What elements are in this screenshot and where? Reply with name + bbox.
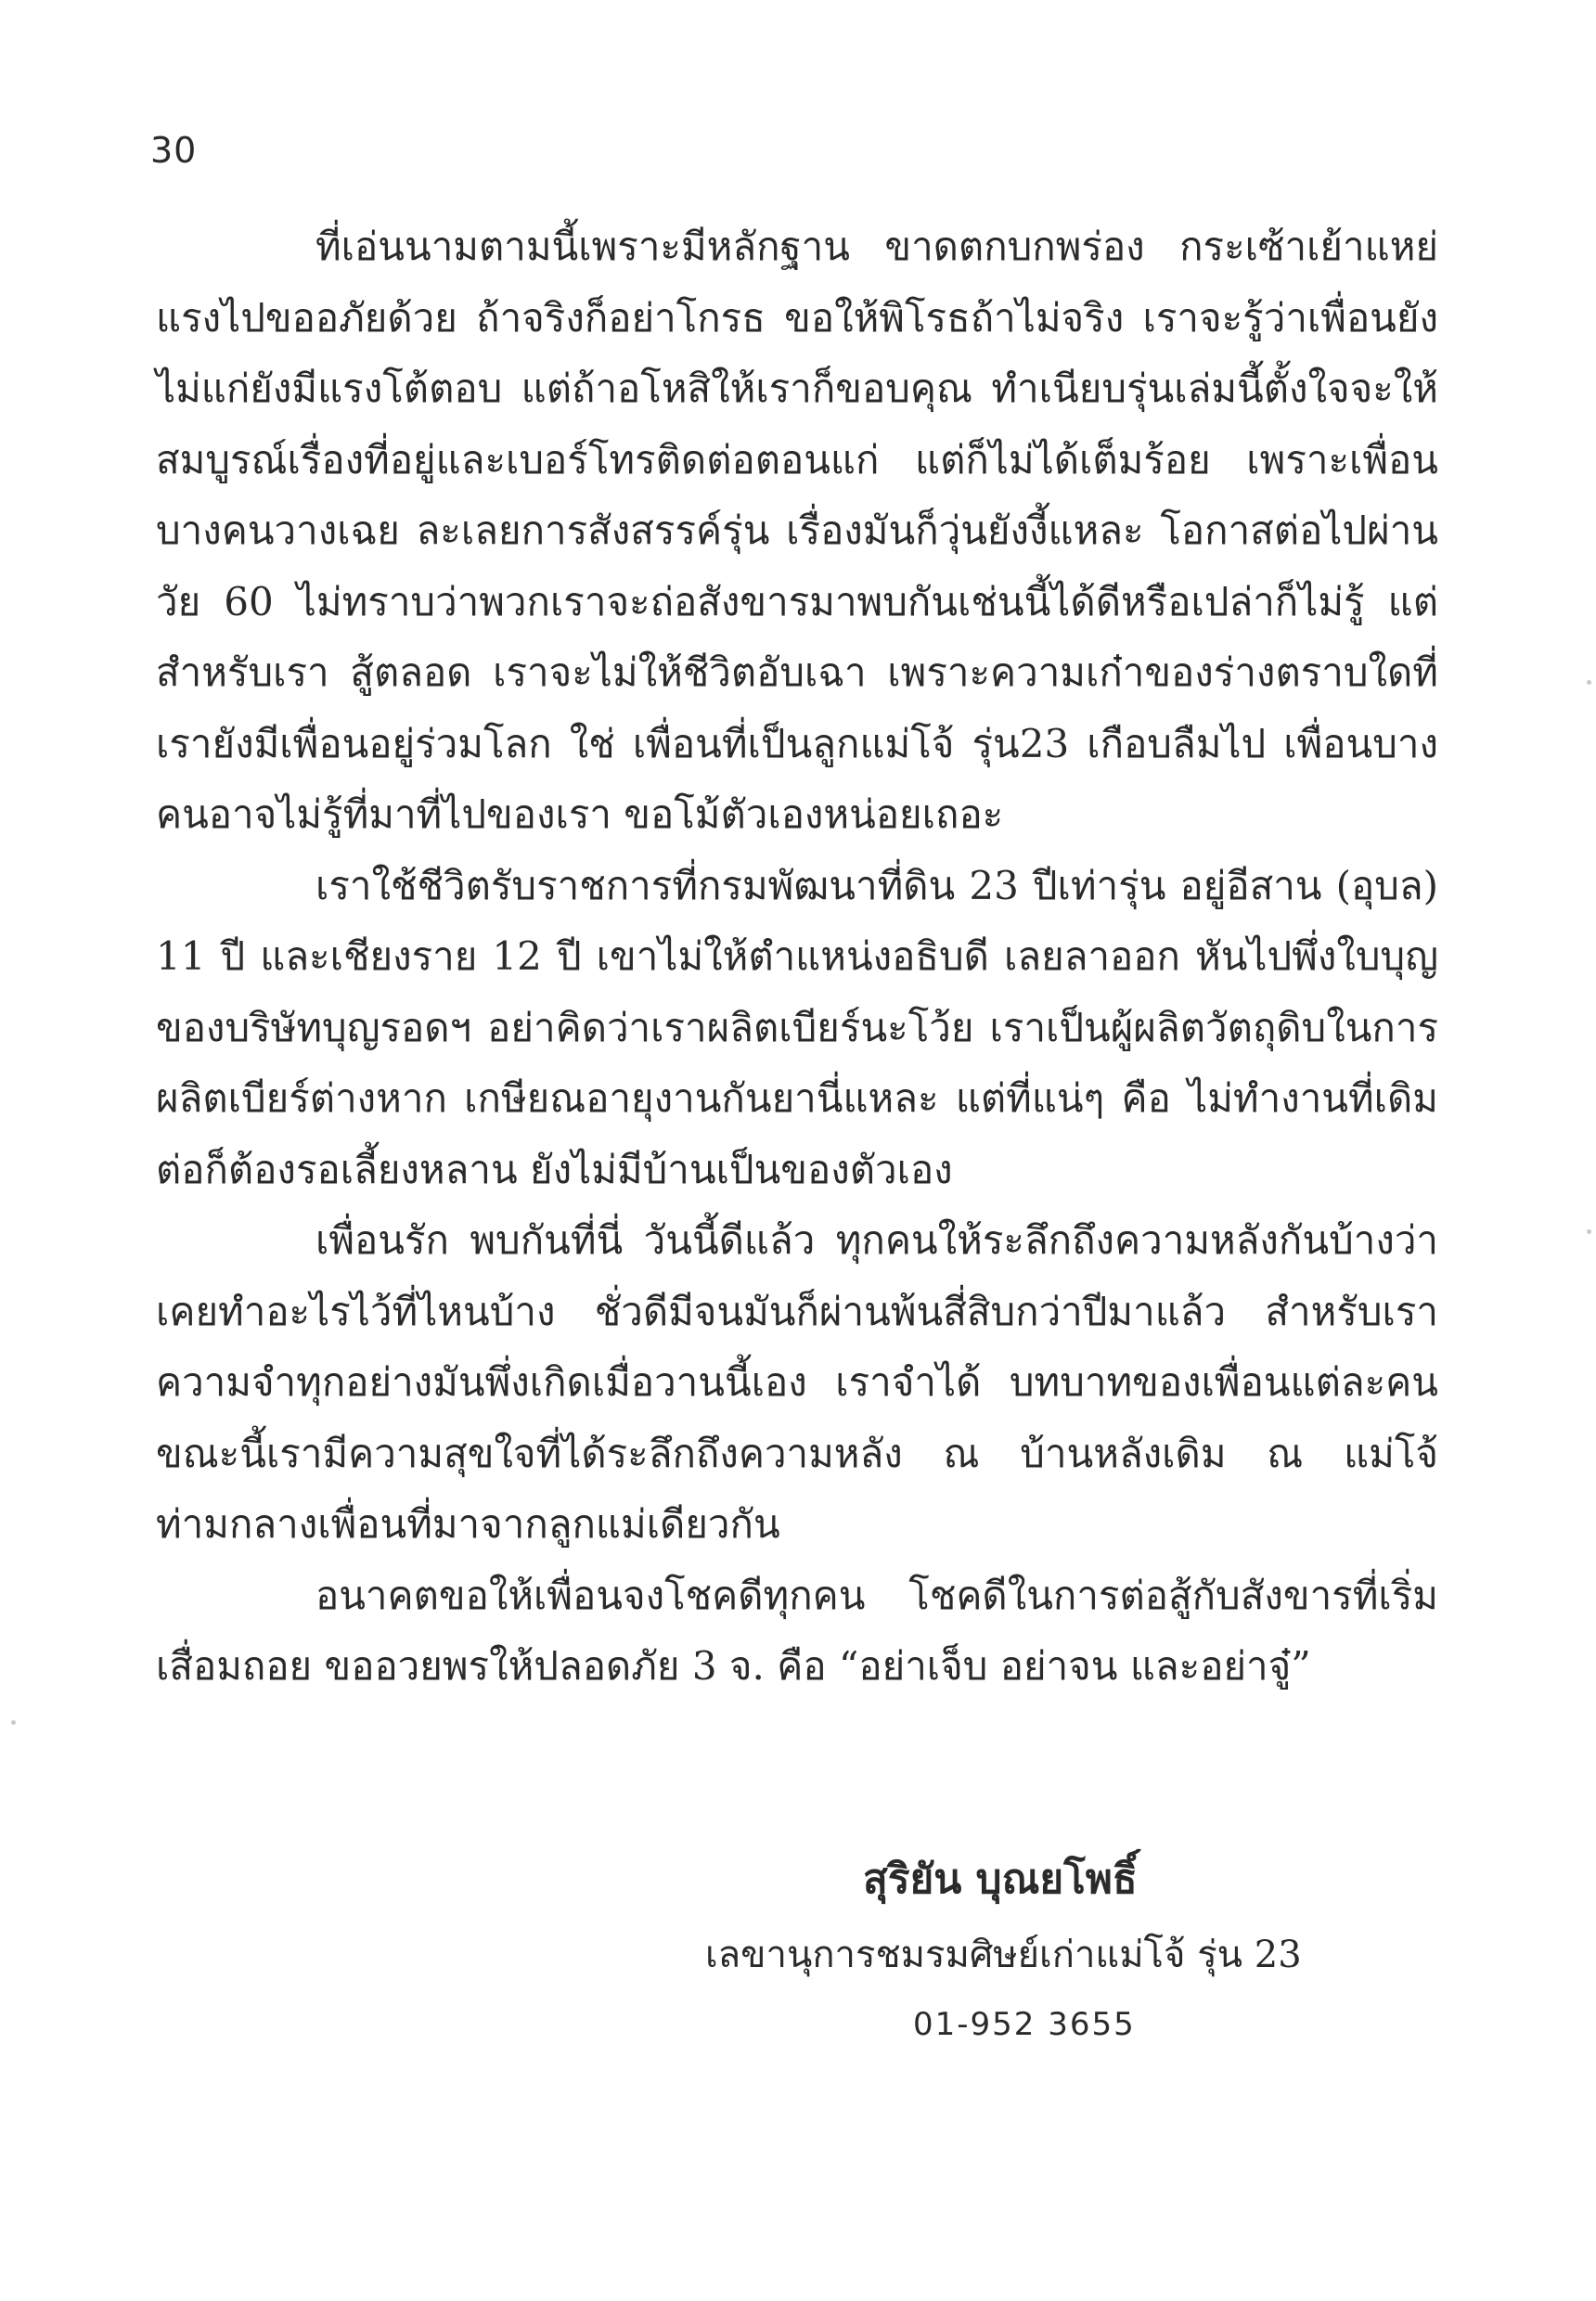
author-title: เลขานุการชมรมศิษย์เก่าแม่โจ้ รุ่น 23 xyxy=(705,1934,1302,1976)
scan-speck xyxy=(11,1720,16,1725)
author-phone: 01-952 3655 xyxy=(913,2006,1136,2043)
paragraph-introduction: ที่เอ่นนามตามนี้เพราะมีหลักฐาน ขาดตกบกพร่อง กระเซ้าเย้าแหย่แรงไปขออภัยด้วย ถ้าจริงก็อย่าโกรธ ขอให้พิโรธถ้าไม่จริง เราจะรู้ว่าเพื่อนยังไม่แก่ยังมีแรงโต้ตอบ แต่ถ้าอโหสิให้เราก็ขอบคุณ ทำเนียบรุ่นเล่มนี้ตั้งใจจะให้สมบูรณ์เรื่องที่อยู่และเบอร์โทรติดต่อตอนแก่ แต่ก็ไม่ได้เต็มร้อย เพราะเพื่อนบางคนวางเฉย ละเลยการสังสรรค์รุ่น เรื่องมันก็วุ่นยังงี้แหละ โอกาสต่อไปผ่านวัย 60 ไม่ทราบว่าพวกเราจะถ่อสังขารมาพบกันเช่นนี้ได้ดีหรือเปล่าก็ไม่รู้ แต่สำหรับเรา สู้ตลอด เราจะไม่ให้ชีวิตอับเฉา เพราะความเก๋าของร่างตราบใดที่เรายังมีเพื่อนอยู่ร่วมโลก ใช่ เพื่อนที่เป็นลูกแม่โจ้ รุ่น23 เกือบลืมไป เพื่อนบางคนอาจไม่รู้ที่มาที่ไปของเรา ขอโม้ตัวเองหน่อยเถอะ xyxy=(156,224,1438,837)
page-number: 30 xyxy=(150,130,198,171)
paragraph-career: เราใช้ชีวิตรับราชการที่กรมพัฒนาที่ดิน 23 ปีเท่ารุ่น อยู่อีสาน (อุบล) 11 ปี และเชียงราย 12 ปี เขาไม่ให้ตำแหน่งอธิบดี เลยลาออก หันไปพึ่งใบบุญของบริษัทบุญรอดฯ อย่าคิดว่าเราผลิตเบียร์นะโว้ย เราเป็นผู้ผลิตวัตถุดิบในการผลิตเบียร์ต่างหาก เกษียณอายุงานกันยานี่แหละ แต่ที่แน่ๆ คือ ไม่ทำงานที่เดิมต่อก็ต้องรอเลี้ยงหลาน ยังไม่มีบ้านเป็นของตัวเอง xyxy=(156,862,1438,1192)
scan-speck xyxy=(1587,1229,1591,1234)
paragraph-memories: เพื่อนรัก พบกันที่นี่ วันนี้ดีแล้ว ทุกคนให้ระลึกถึงความหลังกันบ้างว่า เคยทำอะไรไว้ที่ไหนบ้าง ชั่วดีมีจนมันก็ผ่านพ้นสี่สิบกว่าปีมาแล้ว สำหรับเรา ความจำทุกอย่างมันพึ่งเกิดเมื่อวานนี้เอง เราจำได้ บทบาทของเพื่อนแต่ละคน ขณะนี้เรามีความสุขใจที่ได้ระลึกถึงความหลัง ณ บ้านหลังเดิม ณ แม่โจ้ ท่ามกลางเพื่อนที่มาจากลูกแม่เดียวกัน xyxy=(156,1217,1438,1547)
author-name: สุริยัน บุณยโพธิ์ xyxy=(863,1856,1138,1903)
scan-speck xyxy=(1587,680,1591,685)
paragraph-blessing: อนาคตขอให้เพื่อนจงโชคดีทุกคน โชคดีในการต่อสู้กับสังขารที่เริ่มเสื่อมถอย ขออวยพรให้ปลอดภัย 3 จ. คือ “อย่าเจ็บ อย่าจน และอย่าจู๋” xyxy=(156,1572,1438,1689)
letter-body xyxy=(156,212,1438,1703)
